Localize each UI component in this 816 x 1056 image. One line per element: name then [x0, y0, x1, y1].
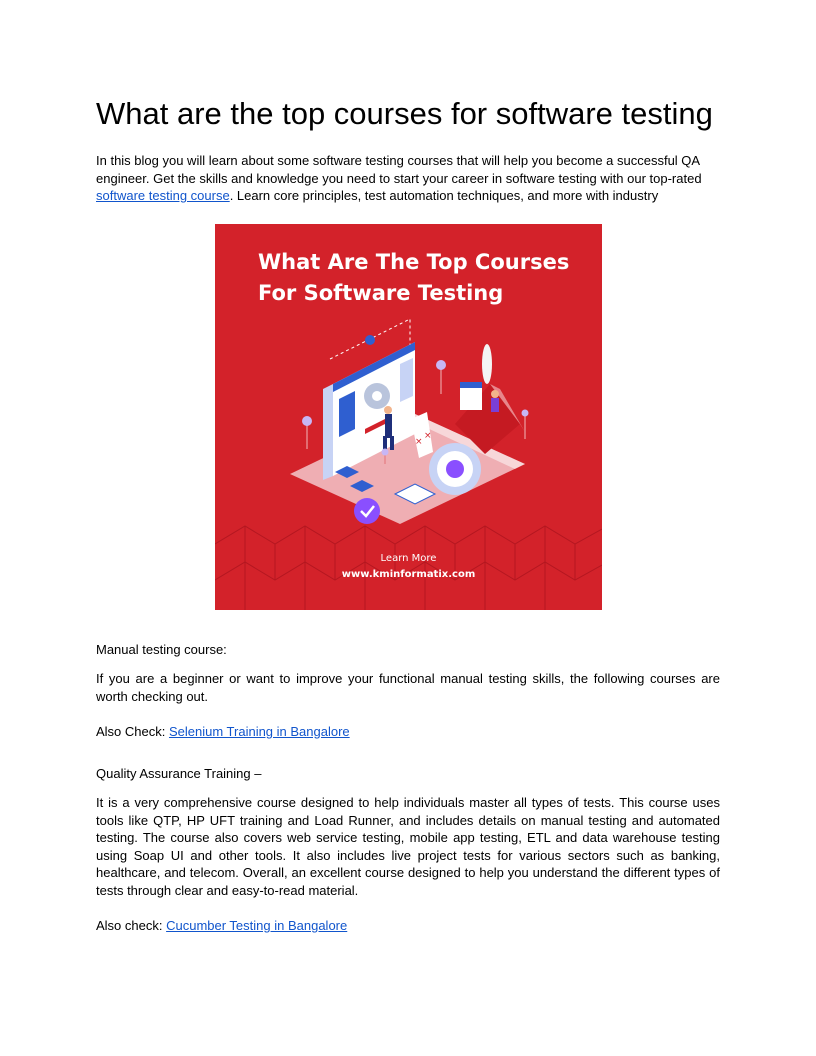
software-testing-course-link[interactable]: software testing course — [96, 188, 230, 203]
also-check-label: Also Check: — [96, 724, 169, 739]
also-check-cucumber — [96, 917, 720, 935]
banner-cta: Learn More — [380, 552, 437, 564]
qa-heading: Quality Assurance Training – — [96, 765, 262, 781]
svg-text:×: × — [415, 436, 423, 447]
qa-paragraph: It is a very comprehensive course designed to help individuals master all types of tests. This course uses tools like QTP, HP UFT training and Load Runner, and includes details on manual testing and automated testing. The course also covers web service testing, mobile app testing, ETL and data warehouse testing using Soap UI and other tools. It also includes live project tests for various sectors such as banking, healthcare, and telecom. Overall, an excellent course designed to help you understand the different types of tests through clear and easy-to-read material. — [96, 795, 720, 898]
cucumber-testing-link[interactable]: Cucumber Testing in Bangalore — [166, 918, 348, 933]
banner-website: www.kminformatix.com — [341, 568, 476, 580]
banner-image — [215, 224, 602, 610]
intro-text-before-link: In this blog you will learn about some software testing courses that will help you become a successful QA engineer. Get the skills and knowledge you need to start your career in software testing with our top-rated — [96, 153, 702, 186]
also-check-label: Also check: — [96, 918, 167, 933]
svg-text:×: × — [424, 430, 432, 441]
selenium-training-link[interactable]: Selenium Training in Bangalore — [168, 724, 350, 739]
manual-paragraph: If you are a beginner or want to improve your functional manual testing skills, the following courses are worth checking out. — [96, 671, 720, 704]
intro-text-after-link: . Learn core principles, test automation techniques, and more with industry — [229, 188, 659, 203]
intro-paragraph — [96, 152, 720, 205]
manual-heading: Manual testing course: — [96, 641, 227, 657]
also-check-selenium — [96, 723, 720, 741]
banner-title-line1: What Are The Top Courses — [258, 249, 570, 274]
banner-title-line2: For Software Testing — [258, 280, 504, 305]
page-title: What are the top courses for software testing — [96, 96, 713, 131]
document-page — [96, 92, 720, 935]
